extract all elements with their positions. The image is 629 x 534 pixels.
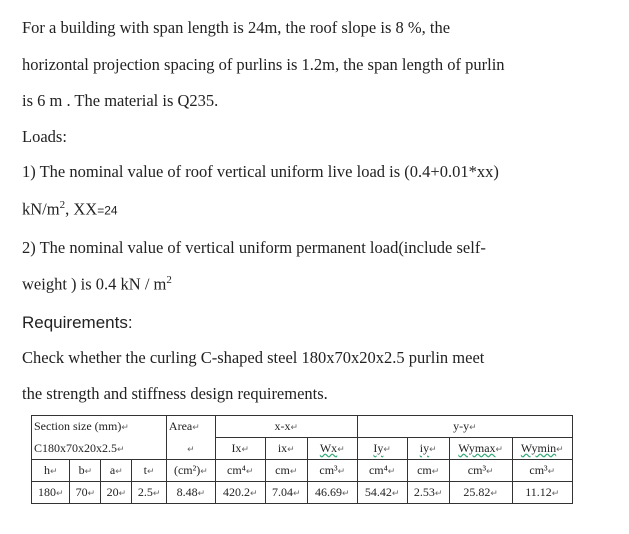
unit-Iy: cm⁴↵ xyxy=(357,460,407,482)
section-size-label: Section size (mm)↵ xyxy=(32,416,167,438)
table-unit-row xyxy=(32,460,573,482)
col-Wx: Wx↵ xyxy=(307,438,357,460)
col-a: a↵ xyxy=(101,460,132,482)
col-b: b↵ xyxy=(70,460,101,482)
section-properties-table xyxy=(31,415,573,504)
col-Wymax: Wymax↵ xyxy=(449,438,512,460)
load-1-unit-sup: 2 xyxy=(59,199,66,211)
area-label: Area↵ xyxy=(166,416,215,438)
unit-iy: cm↵ xyxy=(407,460,449,482)
value-iy: 2.53↵ xyxy=(407,482,449,504)
col-Ix: Ix↵ xyxy=(215,438,265,460)
load-2-text: weight ) is 0.4 kN / m xyxy=(22,274,167,294)
col-ix: ix↵ xyxy=(265,438,307,460)
problem-line-3: is 6 m . The material is Q235. xyxy=(22,91,219,110)
value-ix: 7.04↵ xyxy=(265,482,307,504)
value-Wymin: 11.12↵ xyxy=(512,482,572,504)
requirements-line-2: the strength and stiffness design requirements. xyxy=(22,384,328,403)
value-b: 70↵ xyxy=(70,482,101,504)
value-Ix: 420.2↵ xyxy=(215,482,265,504)
unit-area: (cm²)↵ xyxy=(166,460,215,482)
section-name: C180x70x20x2.5↵ xyxy=(32,438,167,460)
load-1-xx-label: , XX xyxy=(65,199,98,219)
value-Iy: 54.42↵ xyxy=(357,482,407,504)
problem-line-2: horizontal projection spacing of purlins is 1.2m, the span length of purlin xyxy=(22,55,505,74)
col-t: t↵ xyxy=(132,460,166,482)
load-1-line-2 xyxy=(22,199,118,220)
value-h: 180↵ xyxy=(32,482,70,504)
value-Wymax: 25.82↵ xyxy=(449,482,512,504)
value-a: 20↵ xyxy=(101,482,132,504)
load-2-sup: 2 xyxy=(166,274,172,286)
load-1-xx-value: =24 xyxy=(97,203,118,218)
col-Iy: Iy↵ xyxy=(357,438,407,460)
unit-Ix: cm⁴↵ xyxy=(215,460,265,482)
load-2-line-1: 2) The nominal value of vertical uniform permanent load(include self- xyxy=(22,238,486,257)
table-header-row-1 xyxy=(32,416,573,438)
unit-ix: cm↵ xyxy=(265,460,307,482)
problem-line-1: For a building with span length is 24m, the roof slope is 8 %, the xyxy=(22,18,451,37)
yy-group-label: y-y↵ xyxy=(357,416,572,438)
load-1-line-1: 1) The nominal value of roof vertical uniform live load is (0.4+0.01*xx) xyxy=(22,162,499,181)
unit-Wx: cm³↵ xyxy=(307,460,357,482)
col-Wymin: Wymin↵ xyxy=(512,438,572,460)
load-1-unit: kN/m xyxy=(22,199,60,219)
area-blank: ↵ xyxy=(166,438,215,460)
value-Wx: 46.69↵ xyxy=(307,482,357,504)
col-h: h↵ xyxy=(32,460,70,482)
value-t: 2.5↵ xyxy=(132,482,166,504)
col-iy: iy↵ xyxy=(407,438,449,460)
load-2-line-2 xyxy=(22,274,172,295)
table-header-row-2 xyxy=(32,438,573,460)
requirements-line-1: Check whether the curling C-shaped steel 180x70x20x2.5 purlin meet xyxy=(22,348,485,367)
value-area: 8.48↵ xyxy=(166,482,215,504)
xx-group-label: x-x↵ xyxy=(215,416,357,438)
unit-Wymax: cm³↵ xyxy=(449,460,512,482)
requirements-heading: Requirements: xyxy=(22,313,133,332)
table-row xyxy=(32,482,573,504)
unit-Wymin: cm³↵ xyxy=(512,460,572,482)
loads-heading: Loads: xyxy=(22,127,67,146)
